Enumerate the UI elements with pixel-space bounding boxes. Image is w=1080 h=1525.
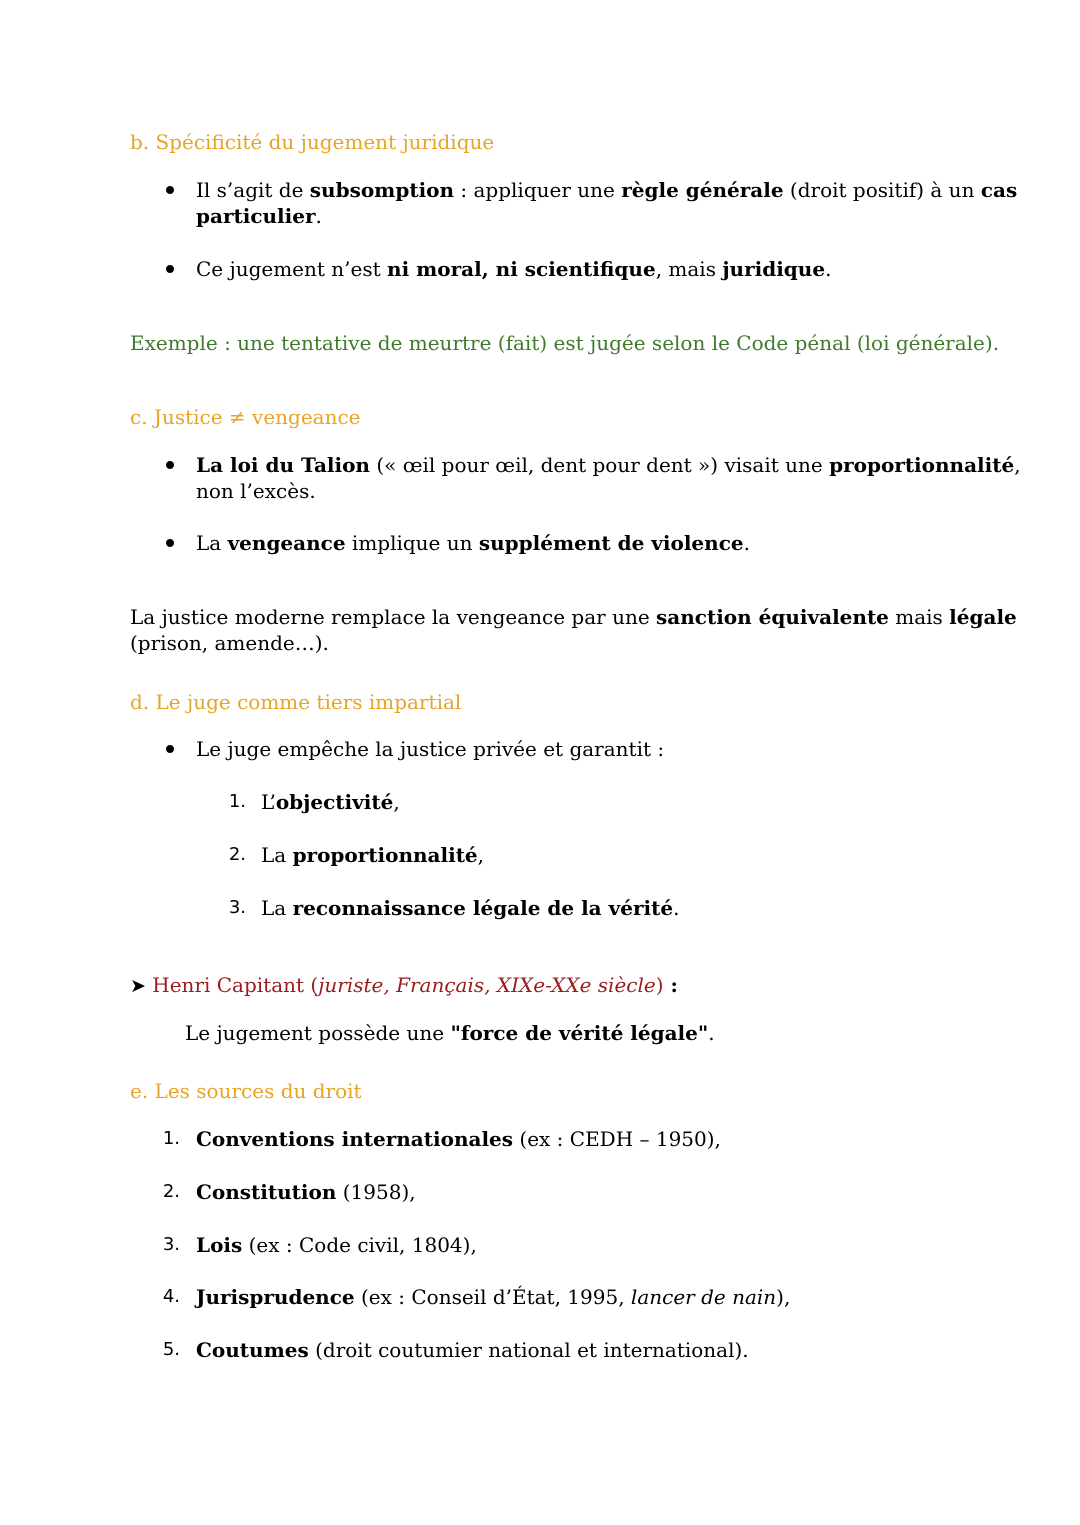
example-text: Exemple : une tentative de meurtre (fait) est jugée selon le Code pénal (loi générale). xyxy=(130,331,1000,355)
list-number: 2. xyxy=(228,844,246,865)
bullet-icon xyxy=(166,265,174,273)
list-number: 4. xyxy=(162,1286,180,1307)
guarantee-item-3: La reconnaissance légale de la vérité. xyxy=(261,896,680,920)
source-item-1: Conventions internationales (ex : CEDH – 1950), xyxy=(196,1127,721,1151)
guarantee-item-2: La proportionnalité, xyxy=(261,843,485,867)
section-b-bullet-1-line-2: particulier. xyxy=(196,204,322,228)
guarantee-item-1: L’objectivité, xyxy=(261,790,400,814)
author-quote: Le jugement possède une "force de vérité légale". xyxy=(185,1021,715,1045)
source-item-5: Coutumes (droit coutumier national et international). xyxy=(196,1338,749,1362)
section-c-heading: c. Justice ≠ vengeance xyxy=(130,405,361,429)
source-item-4: Jurisprudence (ex : Conseil d’État, 1995, lancer de nain), xyxy=(196,1285,791,1309)
bullet-icon xyxy=(166,745,174,753)
section-c-bullet-1-line-2: non l’excès. xyxy=(196,479,316,503)
bullet-icon xyxy=(166,461,174,469)
section-c-bullet-2: La vengeance implique un supplément de violence. xyxy=(196,531,750,555)
section-c-paragraph-line-2: (prison, amende…). xyxy=(130,631,329,655)
section-b-heading: b. Spécificité du jugement juridique xyxy=(130,130,495,154)
section-e-heading: e. Les sources du droit xyxy=(130,1079,362,1103)
section-b-bullet-2: Ce jugement n’est ni moral, ni scientifique, mais juridique. xyxy=(196,257,832,281)
list-number: 1. xyxy=(162,1128,180,1149)
list-number: 2. xyxy=(162,1181,180,1202)
list-number: 3. xyxy=(228,897,246,918)
section-d-bullet-1: Le juge empêche la justice privée et garantit : xyxy=(196,737,665,761)
section-c-bullet-1-line-1: La loi du Talion (« œil pour œil, dent pour dent ») visait une proportionnalité, xyxy=(196,453,1021,477)
bullet-icon xyxy=(166,186,174,194)
section-d-heading: d. Le juge comme tiers impartial xyxy=(130,690,462,714)
section-c-paragraph-line-1: La justice moderne remplace la vengeance par une sanction équivalente mais légale xyxy=(130,605,1017,629)
source-item-2: Constitution (1958), xyxy=(196,1180,416,1204)
source-item-3: Lois (ex : Code civil, 1804), xyxy=(196,1233,477,1257)
arrow-icon: ➤ xyxy=(130,975,146,997)
list-number: 3. xyxy=(162,1234,180,1255)
list-number: 5. xyxy=(162,1339,180,1360)
section-b-bullet-1-line-1: Il s’agit de subsomption : appliquer une règle générale (droit positif) à un cas xyxy=(196,178,1018,202)
list-number: 1. xyxy=(228,791,246,812)
bullet-icon xyxy=(166,539,174,547)
author-reference: ➤ Henri Capitant (juriste, Français, XIXe-XXe siècle) : xyxy=(130,973,678,997)
